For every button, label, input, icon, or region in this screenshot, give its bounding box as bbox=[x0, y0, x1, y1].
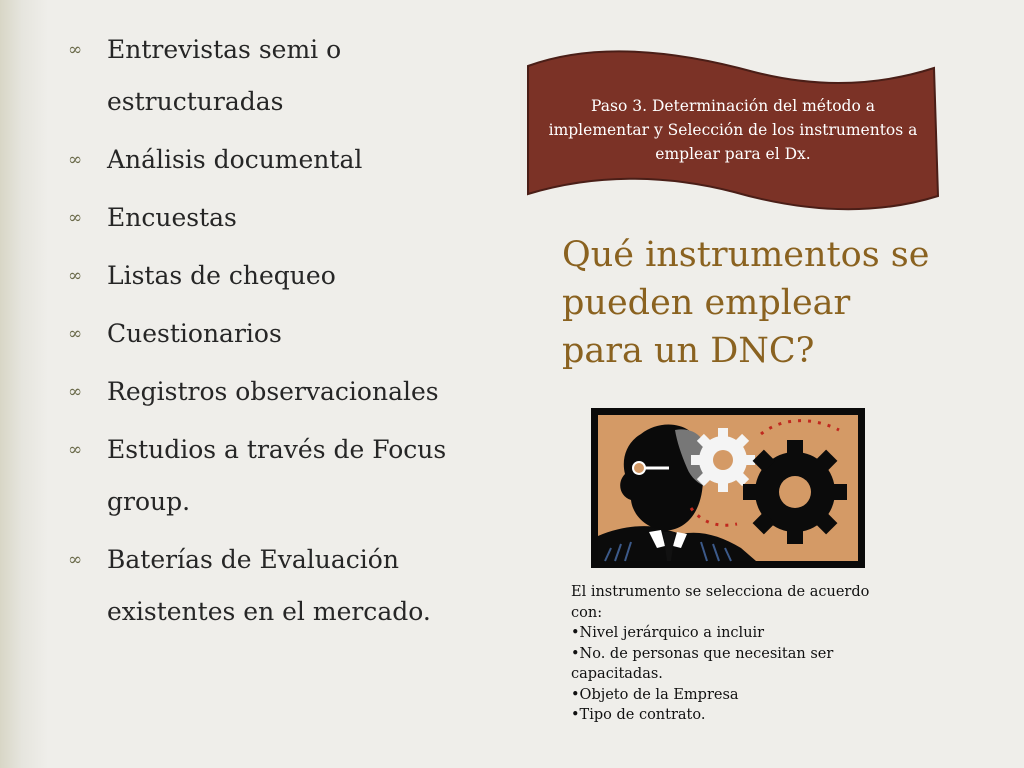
selection-criteria bbox=[571, 582, 891, 726]
criteria-item: •Nivel jerárquico a incluir bbox=[571, 625, 765, 641]
banner-text: Paso 3. Determinación del método a implementar y Selección de los instrumentos a emplear para el Dx. bbox=[548, 97, 918, 163]
criteria-item: •Tipo de contrato. bbox=[571, 707, 706, 723]
list-item bbox=[68, 134, 488, 186]
list-item-text: Estudios a través de Focus group. bbox=[107, 435, 447, 516]
infinity-bullet-icon: ∞ bbox=[68, 150, 83, 170]
list-item-text: Análisis documental bbox=[107, 145, 363, 174]
list-item bbox=[68, 192, 488, 244]
list-item bbox=[68, 24, 488, 128]
list-item-text: Listas de chequeo bbox=[107, 261, 336, 290]
list-item bbox=[68, 250, 488, 302]
list-item-text: Registros observacionales bbox=[107, 377, 439, 406]
infinity-bullet-icon: ∞ bbox=[68, 208, 83, 228]
person-with-gears-clipart bbox=[591, 408, 865, 568]
list-item-text: Encuestas bbox=[107, 203, 237, 232]
infinity-bullet-icon: ∞ bbox=[68, 550, 83, 570]
list-item bbox=[68, 534, 488, 638]
list-item bbox=[68, 366, 488, 418]
slide-title: Qué instrumentos se pueden emplear para un DNC? bbox=[562, 235, 930, 371]
list-item-text: Cuestionarios bbox=[107, 319, 282, 348]
infinity-bullet-icon: ∞ bbox=[68, 324, 83, 344]
infinity-bullet-icon: ∞ bbox=[68, 40, 83, 60]
instrument-list bbox=[68, 24, 488, 644]
criteria-intro: El instrumento se selecciona de acuerdo con: bbox=[571, 584, 874, 621]
criteria-item: •No. de personas que necesitan ser capacitadas. bbox=[571, 645, 838, 682]
list-item bbox=[68, 308, 488, 360]
list-item bbox=[68, 424, 488, 528]
infinity-bullet-icon: ∞ bbox=[68, 440, 83, 460]
criteria-item: •Objeto de la Empresa bbox=[571, 686, 739, 703]
infinity-bullet-icon: ∞ bbox=[68, 382, 83, 402]
list-item-text: Entrevistas semi o estructuradas bbox=[107, 35, 342, 116]
list-item-text: Baterías de Evaluación existentes en el mercado. bbox=[107, 545, 431, 626]
infinity-bullet-icon: ∞ bbox=[68, 266, 83, 286]
